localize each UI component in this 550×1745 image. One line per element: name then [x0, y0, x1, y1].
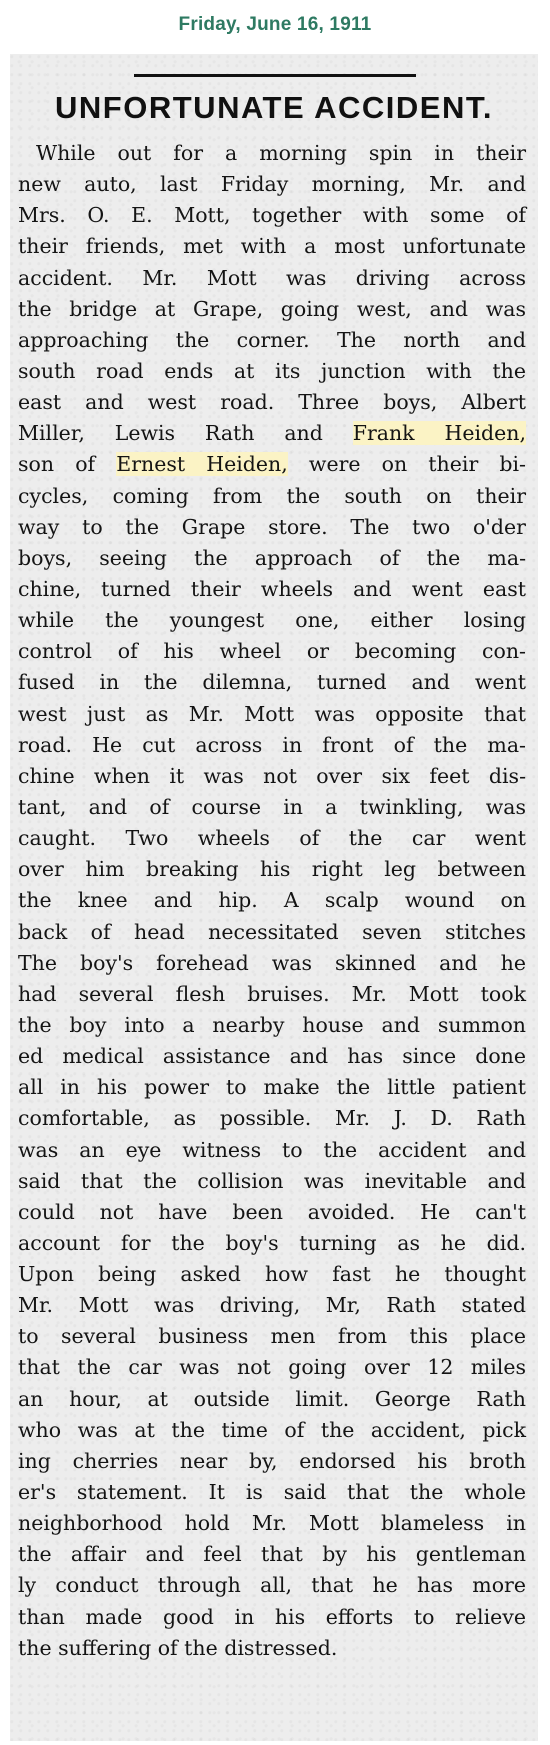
- article-line: west just as Mr. Mott was opposite that: [18, 701, 526, 726]
- article-line: over him breaking his right leg between: [18, 857, 526, 882]
- article-line: boys, seeing the approach of the ma-: [18, 545, 526, 570]
- article-headline: UNFORTUNATE ACCIDENT.: [55, 90, 493, 125]
- article-line: Upon being asked how fast he thought: [18, 1262, 526, 1287]
- article-line: [18, 418, 526, 449]
- clipping-date: Friday, June 16, 1911: [178, 14, 372, 35]
- article-line: chine when it was not over six feet dis-: [18, 763, 526, 788]
- article-line: new auto, last Friday morning, Mr. and: [18, 172, 526, 197]
- article-line-text: were on their bi-: [308, 452, 526, 477]
- article-line: [18, 449, 526, 480]
- highlighted-name-frank-heiden: Frank Heiden,: [352, 421, 526, 446]
- article-line: an hour, at outside limit. George Rath: [18, 1386, 526, 1411]
- article-line-text: son of: [18, 452, 96, 477]
- article-line: the bridge at Grape, going west, and was: [18, 296, 526, 321]
- article-line: east and west road. Three boys, Albert: [18, 390, 526, 415]
- article-line: Mr. Mott was driving, Mr, Rath stated: [18, 1293, 526, 1318]
- article-line: chine, turned their wheels and went east: [18, 576, 526, 601]
- article-line: While out for a morning spin in their: [36, 141, 526, 165]
- article-line: cycles, coming from the south on their: [18, 483, 526, 508]
- article-line: their friends, met with a most unfortunate: [18, 234, 526, 259]
- article-line: tant, and of course in a twinkling, was: [18, 794, 526, 819]
- article-line-text: Miller, Lewis Rath and: [18, 421, 323, 446]
- article-line: was an eye witness to the accident and: [18, 1137, 526, 1162]
- article-line: had several flesh bruises. Mr. Mott took: [18, 981, 526, 1006]
- article-line: Mrs. O. E. Mott, together with some of: [18, 203, 526, 228]
- article-line: who was at the time of the accident, pick: [18, 1417, 526, 1442]
- article-line: the boy into a nearby house and summon: [18, 1012, 526, 1037]
- article-line: control of his wheel or becoming con-: [18, 639, 526, 664]
- article-line: the suffering of the distressed.: [18, 1635, 338, 1660]
- article-line: to several business men from this place: [18, 1324, 526, 1349]
- newspaper-clipping: [10, 54, 538, 1741]
- article-line: said that the collision was inevitable and: [18, 1168, 526, 1193]
- article-line: caught. Two wheels of the car went: [18, 826, 526, 851]
- article-line: comfortable, as possible. Mr. J. D. Rath: [18, 1106, 526, 1131]
- article-line: than made good in his efforts to relieve: [18, 1604, 526, 1629]
- article-line: while the youngest one, either losing: [18, 608, 526, 633]
- article-line: approaching the corner. The north and: [18, 327, 526, 352]
- article-line: ing cherries near by, endorsed his broth: [18, 1448, 526, 1473]
- article-line: The boy's forehead was skinned and he: [18, 950, 526, 975]
- article-line: the affair and feel that by his gentleman: [18, 1542, 526, 1567]
- article-line: the knee and hip. A scalp wound on: [18, 888, 526, 913]
- article-line: that the car was not going over 12 miles: [18, 1355, 526, 1380]
- article-line: neighborhood hold Mr. Mott blameless in: [18, 1511, 526, 1536]
- article-line: all in his power to make the little patient: [18, 1075, 526, 1100]
- article-line: ed medical assistance and has since done: [18, 1044, 526, 1069]
- article-line: south road ends at its junction with the: [18, 358, 526, 383]
- article-line: back of head necessitated seven stitches: [18, 919, 526, 944]
- article-line: account for the boy's turning as he did.: [18, 1230, 526, 1255]
- article-line: ly conduct through all, that he has more: [18, 1573, 526, 1598]
- highlighted-name-ernest-heiden: Ernest Heiden,: [116, 452, 288, 477]
- article-line: could not have been avoided. He can't: [18, 1199, 526, 1224]
- article-body: [18, 138, 526, 1664]
- article-line: accident. Mr. Mott was driving across: [18, 265, 526, 290]
- article-line: road. He cut across in front of the ma-: [18, 732, 526, 757]
- headline-rule: [134, 74, 416, 77]
- article-line: er's statement. It is said that the whole: [18, 1480, 526, 1505]
- article-line: fused in the dilemna, turned and went: [18, 670, 526, 695]
- article-line: way to the Grape store. The two o'der: [18, 514, 526, 539]
